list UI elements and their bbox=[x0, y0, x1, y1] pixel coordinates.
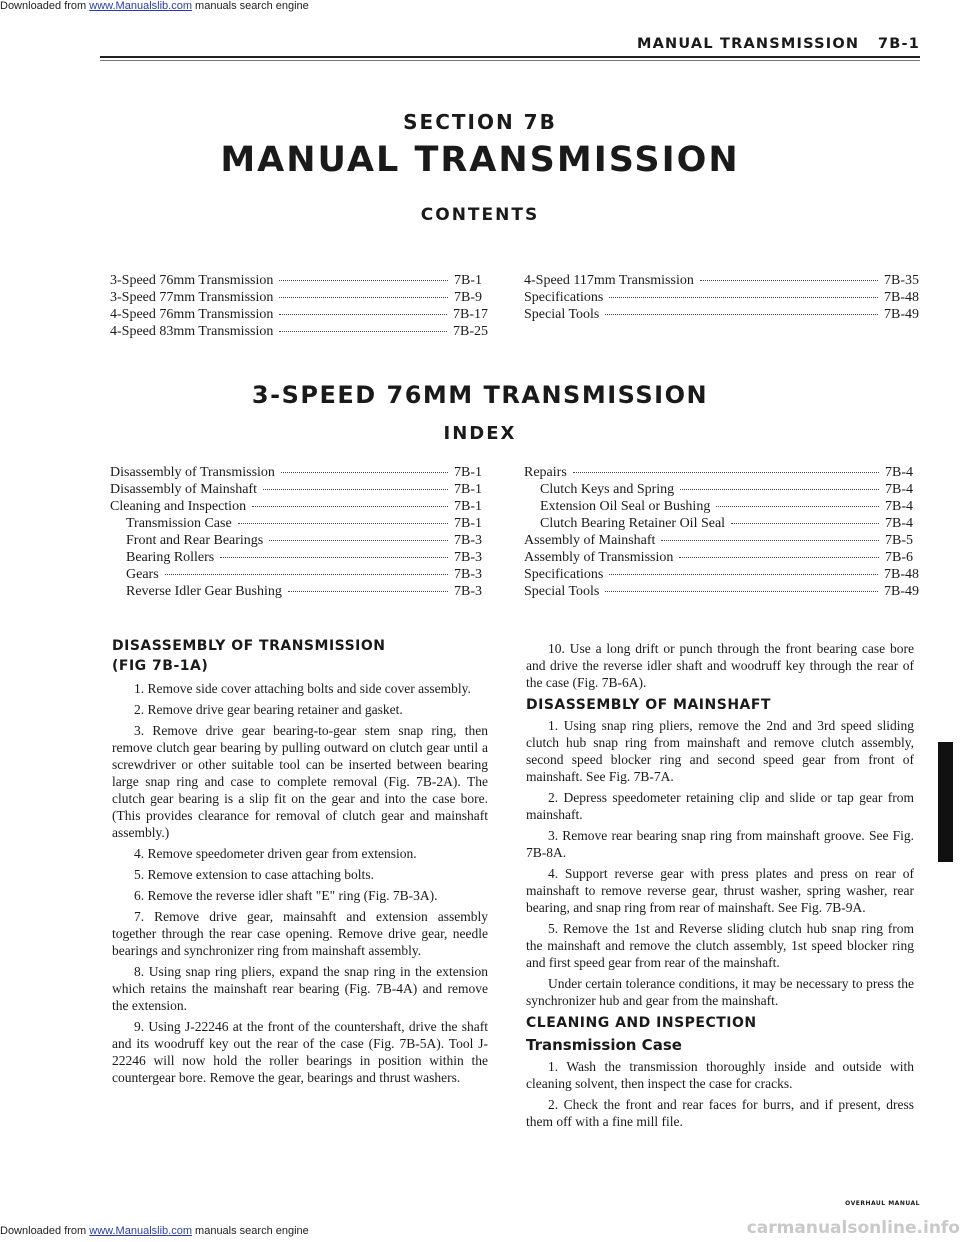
leader-dots bbox=[661, 540, 879, 541]
leader-dots bbox=[165, 574, 448, 575]
index-entry[interactable] bbox=[524, 566, 919, 583]
running-head: MANUAL TRANSMISSION 7B-1 bbox=[637, 36, 920, 52]
contents-right bbox=[524, 272, 919, 323]
header-rule bbox=[100, 56, 920, 58]
index-label: Gears bbox=[126, 567, 159, 582]
step-paragraph: 8. Using snap ring pliers, expand the snap ring in the extension which retains the mainshaft rear bearing (Fig. 7B-4A) and remove the extension. bbox=[112, 964, 488, 1013]
index-label: Cleaning and Inspection bbox=[110, 499, 247, 514]
section-thumb-tab bbox=[938, 742, 953, 862]
index-entry[interactable] bbox=[110, 481, 488, 498]
index-page: 7B-4 bbox=[885, 516, 913, 531]
main-title: MANUAL TRANSMISSION bbox=[220, 140, 740, 180]
leader-dots bbox=[609, 574, 878, 575]
step-paragraph: 2. Check the front and rear faces for burrs, and if present, dress them off with a fine mill file. bbox=[526, 1097, 914, 1129]
index-label: Disassembly of Transmission bbox=[110, 465, 275, 480]
index-label: Clutch Bearing Retainer Oil Seal bbox=[540, 516, 726, 531]
cleaning-inspection-heading: CLEANING AND INSPECTION bbox=[526, 1015, 757, 1031]
download-prefix: Downloaded from bbox=[0, 1225, 90, 1237]
leader-dots bbox=[700, 280, 878, 281]
toc-label: Specifications bbox=[524, 290, 604, 305]
index-page: 7B-1 bbox=[454, 499, 482, 514]
download-line bbox=[0, 0, 309, 12]
leader-dots bbox=[680, 489, 879, 490]
right-column bbox=[526, 640, 914, 1134]
contents-heading: CONTENTS bbox=[420, 205, 540, 225]
leader-dots bbox=[269, 540, 448, 541]
index-label: Clutch Keys and Spring bbox=[540, 482, 675, 497]
index-left bbox=[110, 464, 488, 600]
step-paragraph: 10. Use a long drift or punch through the front bearing case bore and drive the reverse idler shaft and woodruff key through the rear of the case (Fig. 7B-6A). bbox=[526, 641, 914, 690]
leader-dots bbox=[279, 314, 447, 315]
step-paragraph: 4. Remove speedometer driven gear from extension. bbox=[134, 846, 417, 861]
section-title: 3-SPEED 76MM TRANSMISSION bbox=[251, 381, 709, 409]
toc-entry[interactable] bbox=[110, 289, 488, 306]
leader-dots bbox=[238, 523, 448, 524]
index-page: 7B-5 bbox=[885, 533, 913, 548]
index-entry[interactable] bbox=[110, 549, 488, 566]
index-label: Specifications bbox=[524, 567, 604, 582]
step-paragraph: 5. Remove the 1st and Reverse sliding clutch hub snap ring from the mainshaft and remove the clutch assembly, 1st speed blocker ring and first speed gear from rear of the mainshaft. bbox=[526, 921, 914, 970]
leader-dots bbox=[220, 557, 448, 558]
index-label: Extension Oil Seal or Bushing bbox=[540, 499, 711, 514]
index-page: 7B-1 bbox=[454, 465, 482, 480]
index-label: Special Tools bbox=[524, 584, 600, 599]
toc-page: 7B-1 bbox=[454, 273, 482, 288]
index-label: Assembly of Mainshaft bbox=[524, 533, 656, 548]
toc-entry[interactable] bbox=[524, 289, 919, 306]
step-paragraph: 4. Support reverse gear with press plates and press on rear of mainshaft to remove reverse gear, thrust washer, spring washer, rear bearing, and snap ring from rear of mainshaft. See Fig. 7B-9A. bbox=[526, 866, 914, 915]
index-label: Disassembly of Mainshaft bbox=[110, 482, 257, 497]
index-entry[interactable] bbox=[110, 464, 488, 481]
toc-label: 4-Speed 76mm Transmission bbox=[110, 307, 274, 322]
index-entry[interactable] bbox=[110, 566, 488, 583]
toc-entry[interactable] bbox=[110, 323, 488, 340]
manualslib-link[interactable]: www.Manualslib.com bbox=[89, 0, 192, 12]
index-label: Front and Rear Bearings bbox=[126, 533, 264, 548]
leader-dots bbox=[573, 472, 879, 473]
index-page: 7B-1 bbox=[454, 482, 482, 497]
download-suffix: manuals search engine bbox=[191, 1225, 309, 1237]
leader-dots bbox=[263, 489, 448, 490]
index-entry[interactable] bbox=[110, 532, 488, 549]
leader-dots bbox=[716, 506, 879, 507]
step-paragraph: 5. Remove extension to case attaching bolts. bbox=[134, 867, 374, 882]
toc-page: 7B-9 bbox=[454, 290, 482, 305]
leader-dots bbox=[281, 472, 448, 473]
step-paragraph: 1. Using snap ring pliers, remove the 2nd and 3rd speed sliding clutch hub snap ring from mainshaft and remove clutch assembly, second speed blocker ring and second speed gear from front of mainshaft. See Fig. 7B-7A. bbox=[526, 718, 914, 784]
toc-entry[interactable] bbox=[110, 306, 488, 323]
index-label: Assembly of Transmission bbox=[524, 550, 674, 565]
step-paragraph: 3. Remove drive gear bearing-to-gear stem snap ring, then remove clutch gear bearing by pulling outward on clutch gear until a screwdriver or other suitable tool can be inserted between bearing large snap ring and case to complete removal (Fig. 7B-2A). The clutch gear bearing is a slip fit on the gear and into the case bore. (This provides clearance for removal of clutch gear and mainshaft assembly.) bbox=[112, 723, 488, 840]
index-entry[interactable] bbox=[110, 515, 488, 532]
leader-dots bbox=[288, 591, 448, 592]
index-page: 7B-3 bbox=[454, 533, 482, 548]
index-entry[interactable] bbox=[524, 515, 919, 532]
contents-left bbox=[110, 272, 488, 340]
toc-entry[interactable] bbox=[524, 272, 919, 289]
index-page: 7B-49 bbox=[884, 584, 919, 599]
leader-dots bbox=[605, 314, 878, 315]
toc-label: 3-Speed 77mm Transmission bbox=[110, 290, 274, 305]
leader-dots bbox=[731, 523, 879, 524]
toc-label: Special Tools bbox=[524, 307, 600, 322]
toc-page: 7B-25 bbox=[453, 324, 488, 339]
index-page: 7B-3 bbox=[454, 584, 482, 599]
leader-dots bbox=[679, 557, 879, 558]
leader-dots bbox=[279, 297, 448, 298]
index-entry[interactable] bbox=[524, 498, 919, 515]
index-page: 7B-3 bbox=[454, 567, 482, 582]
leader-dots bbox=[609, 297, 878, 298]
index-right bbox=[524, 464, 919, 600]
disassembly-transmission-heading: DISASSEMBLY OF TRANSMISSION bbox=[112, 638, 386, 654]
index-entry[interactable] bbox=[110, 583, 488, 600]
leader-dots bbox=[605, 591, 878, 592]
disassembly-mainshaft-heading: DISASSEMBLY OF MAINSHAFT bbox=[526, 697, 771, 713]
index-page: 7B-48 bbox=[884, 567, 919, 582]
index-page: 7B-3 bbox=[454, 550, 482, 565]
index-label: Transmission Case bbox=[126, 516, 232, 531]
index-entry[interactable] bbox=[524, 481, 919, 498]
step-paragraph: 1. Wash the transmission thoroughly inside and outside with cleaning solvent, then inspect the case for cracks. bbox=[526, 1059, 914, 1091]
index-entry[interactable] bbox=[524, 549, 919, 566]
toc-entry[interactable] bbox=[524, 306, 919, 323]
step-paragraph: 9. Using J-22246 at the front of the countershaft, drive the shaft and its woodruff key out the rear of the case (Fig. 7B-5A). Tool J-22246 will now hold the roller bearings in position within the countergear bore. Remove the gear, bearings and thrust washers. bbox=[112, 1019, 488, 1085]
section-number: SECTION 7B bbox=[403, 110, 557, 134]
step-paragraph: 2. Depress speedometer retaining clip and slide or tap gear from mainshaft. bbox=[526, 790, 914, 822]
footer-label: OVERHAUL MANUAL bbox=[845, 1200, 920, 1207]
toc-label: 4-Speed 117mm Transmission bbox=[524, 273, 694, 288]
step-paragraph: 2. Remove drive gear bearing retainer and gasket. bbox=[134, 702, 403, 717]
index-entry[interactable] bbox=[524, 583, 919, 600]
toc-page: 7B-49 bbox=[884, 307, 919, 322]
toc-page: 7B-48 bbox=[884, 290, 919, 305]
step-paragraph: 7. Remove drive gear, mainsahft and extension assembly together through the rear case opening. Remove drive gear, needle bearings and synchronizer ring from mainshaft assembly. bbox=[112, 909, 488, 958]
watermark: carmanualsonline.info bbox=[746, 1218, 960, 1238]
toc-entry[interactable] bbox=[110, 272, 488, 289]
index-page: 7B-1 bbox=[454, 516, 482, 531]
toc-label: 3-Speed 76mm Transmission bbox=[110, 273, 274, 288]
figure-reference-heading: (FIG 7B-1A) bbox=[112, 658, 209, 674]
download-suffix: manuals search engine bbox=[191, 0, 309, 12]
leader-dots bbox=[279, 280, 448, 281]
index-entry[interactable] bbox=[110, 498, 488, 515]
leader-dots bbox=[252, 506, 448, 507]
index-heading: INDEX bbox=[443, 423, 517, 444]
index-entry[interactable] bbox=[524, 532, 919, 549]
step-paragraph: Under certain tolerance conditions, it may be necessary to press the synchronizer hub and gear from the mainshaft. bbox=[526, 976, 914, 1008]
index-label: Reverse Idler Gear Bushing bbox=[126, 584, 282, 599]
step-paragraph: 3. Remove rear bearing snap ring from mainshaft groove. See Fig. 7B-8A. bbox=[526, 828, 914, 860]
index-page: 7B-4 bbox=[885, 482, 913, 497]
index-label: Bearing Rollers bbox=[126, 550, 215, 565]
leader-dots bbox=[279, 331, 447, 332]
download-prefix: Downloaded from bbox=[0, 0, 90, 12]
step-paragraph: 6. Remove the reverse idler shaft "E" ring (Fig. 7B-3A). bbox=[134, 888, 438, 903]
index-page: 7B-4 bbox=[885, 465, 913, 480]
index-page: 7B-6 bbox=[885, 550, 913, 565]
index-page: 7B-4 bbox=[885, 499, 913, 514]
manualslib-link[interactable]: www.Manualslib.com bbox=[89, 1225, 192, 1237]
transmission-case-subheading: Transmission Case bbox=[526, 1036, 682, 1054]
toc-page: 7B-17 bbox=[453, 307, 488, 322]
toc-label: 4-Speed 83mm Transmission bbox=[110, 324, 274, 339]
index-entry[interactable] bbox=[524, 464, 919, 481]
left-column bbox=[112, 636, 488, 1090]
header-rule-thin bbox=[100, 60, 920, 61]
step-paragraph: 1. Remove side cover attaching bolts and side cover assembly. bbox=[134, 681, 471, 696]
toc-page: 7B-35 bbox=[884, 273, 919, 288]
download-line-bottom bbox=[0, 1225, 309, 1237]
index-label: Repairs bbox=[524, 465, 567, 480]
